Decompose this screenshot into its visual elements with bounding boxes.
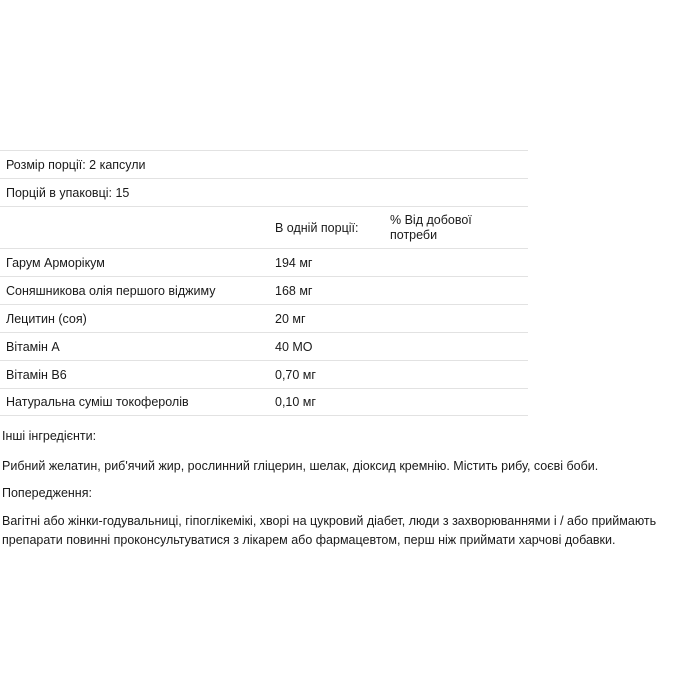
ingredient-amount: 194 мг [275, 255, 313, 270]
other-ingredients-heading: Інші інгредієнти: [2, 429, 97, 443]
ingredient-amount: 168 мг [275, 283, 313, 298]
table-row [0, 304, 528, 332]
table-row [0, 332, 528, 360]
table-row [0, 276, 528, 304]
warnings-text [2, 512, 656, 550]
warnings-line-2: препарати повинні проконсультуватися з лікарем або фармацевтом, перш ніж приймати харчові добавки. [2, 533, 616, 547]
daily-value-header-line1: % Від добової [390, 212, 472, 227]
ingredient-name: Натуральна суміш токоферолів [6, 395, 189, 409]
table-row [0, 388, 528, 416]
serving-size-row [0, 150, 528, 178]
daily-value-header [390, 213, 472, 243]
supplement-facts-table [0, 150, 528, 416]
serving-size-label: Розмір порції: 2 капсули [6, 157, 146, 172]
ingredient-name: Гарум Арморікум [6, 255, 105, 270]
ingredient-name: Лецитин (соя) [6, 311, 87, 326]
ingredient-name: Вітамін А [6, 339, 60, 354]
ingredient-amount: 0,70 мг [275, 367, 316, 382]
table-row [0, 360, 528, 388]
per-serving-header: В одній порції: [275, 220, 359, 235]
servings-per-container-label: Порцій в упаковці: 15 [6, 185, 130, 200]
ingredient-amount: 0,10 мг [275, 395, 316, 409]
table-header-row [0, 206, 528, 248]
warnings-heading: Попередження: [2, 486, 92, 500]
warnings-line-1: Вагітні або жінки-годувальниці, гіпоглікемікі, хворі на цукровий діабет, люди з захворюваннями і / або приймають [2, 514, 657, 528]
ingredient-amount: 40 МО [275, 339, 313, 354]
daily-value-header-line2: потреби [390, 227, 438, 242]
ingredient-name: Соняшникова олія першого віджиму [6, 283, 216, 298]
ingredient-name: Вітамін В6 [6, 367, 67, 382]
table-row [0, 248, 528, 276]
ingredient-amount: 20 мг [275, 311, 306, 326]
servings-per-container-row [0, 178, 528, 206]
other-ingredients-text: Рибний желатин, риб'ячий жир, рослинний гліцерин, шелак, діоксид кремнію. Містить рибу, соєві боби. [2, 459, 599, 473]
